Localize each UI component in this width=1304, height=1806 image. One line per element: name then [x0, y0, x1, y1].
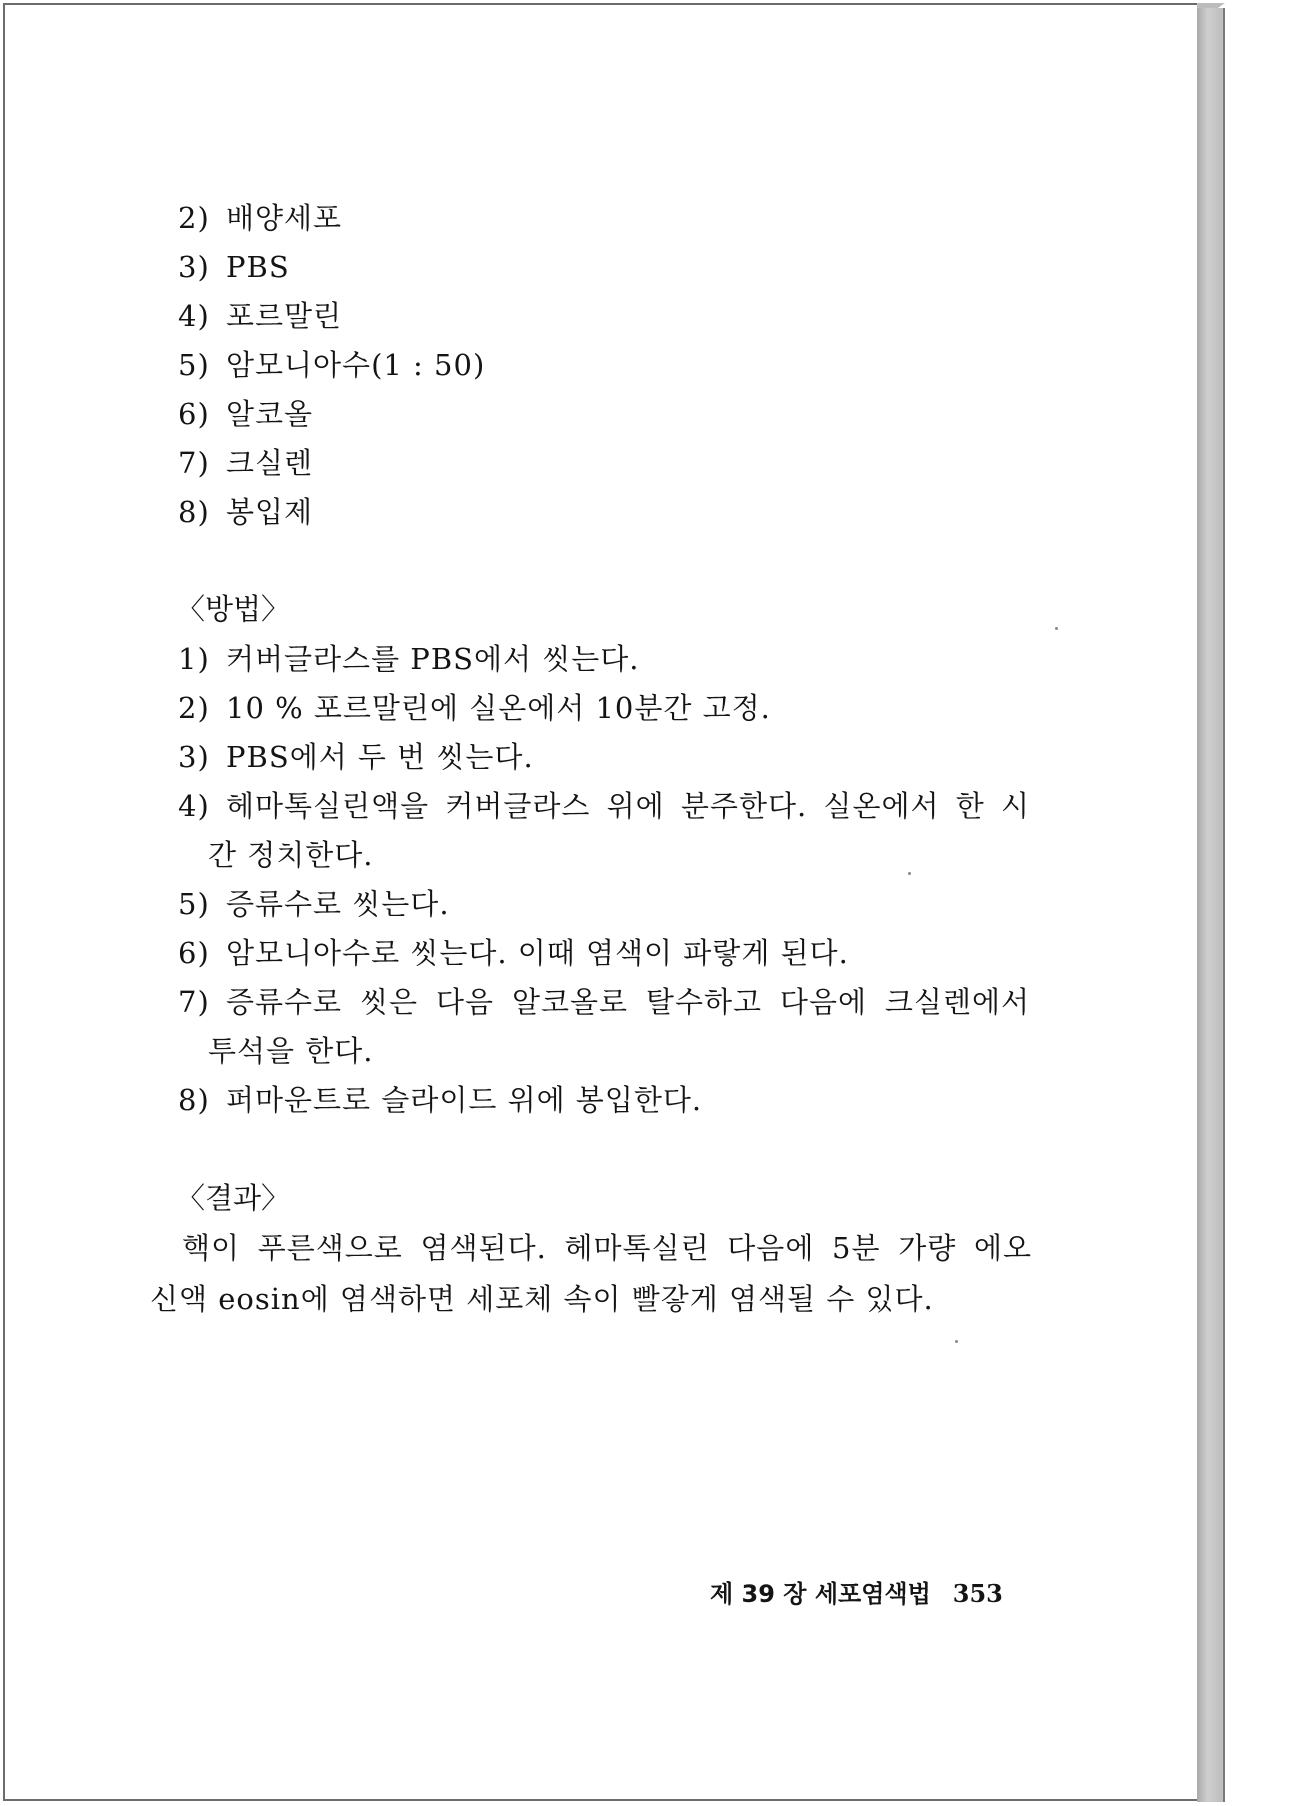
step-number: 1) — [178, 642, 210, 676]
item-text: 암모니아수(1 : 50) — [226, 348, 486, 382]
item-number: 7) — [178, 446, 210, 480]
step-text: PBS에서 두 번 씻는다. — [226, 740, 534, 774]
step-text: 헤마톡실린액을 커버글라스 위에 분주한다. 실온에서 한 시 — [226, 789, 1030, 823]
method-step — [178, 737, 534, 777]
result-heading: 〈결과〉 — [176, 1181, 291, 1215]
step-number: 6) — [178, 936, 210, 970]
item-number: 5) — [178, 348, 210, 382]
step-text: 퍼마운트로 슬라이드 위에 봉입한다. — [226, 1083, 703, 1117]
method-heading: 〈방법〉 — [176, 592, 291, 626]
method-step — [178, 688, 771, 728]
step-number: 8) — [178, 1083, 210, 1117]
item-text: 알코올 — [226, 397, 314, 431]
method-step — [178, 1080, 702, 1120]
page-edge — [1197, 8, 1225, 1802]
step-text: 증류수로 씻은 다음 알코올로 탈수하고 다음에 크실렌에서 — [226, 985, 1030, 1019]
material-item — [178, 394, 313, 434]
step-text: 10 % 포르말린에 실온에서 10분간 고정. — [226, 691, 771, 725]
method-step — [178, 639, 640, 679]
method-step — [178, 884, 450, 924]
step-number: 5) — [178, 887, 210, 921]
item-number: 8) — [178, 495, 210, 529]
step-continuation: 간 정치한다. — [208, 838, 374, 872]
scan-speck — [955, 1340, 958, 1343]
result-line-2: 신액 eosin에 염색하면 세포체 속이 빨갛게 염색될 수 있다. — [150, 1282, 934, 1316]
chapter-title: 제 39 장 세포염색법 — [710, 1580, 931, 1608]
material-item — [178, 492, 313, 532]
item-text: 크실렌 — [226, 446, 314, 480]
step-number: 7) — [178, 985, 210, 1019]
running-footer — [710, 1576, 1003, 1612]
step-text: 암모니아수로 씻는다. 이때 염색이 파랗게 된다. — [226, 936, 849, 970]
step-continuation: 투석을 한다. — [208, 1034, 374, 1068]
result-line-1: 핵이 푸른색으로 염색된다. 헤마톡실린 다음에 5분 가량 에오 — [182, 1231, 1032, 1265]
scan-speck — [908, 872, 911, 875]
material-item — [178, 296, 342, 336]
item-number: 4) — [178, 299, 210, 333]
item-text: PBS — [226, 250, 290, 284]
item-number: 6) — [178, 397, 210, 431]
step-text: 증류수로 씻는다. — [226, 887, 450, 921]
material-item — [178, 345, 485, 385]
item-text: 배양세포 — [226, 201, 343, 235]
method-step — [178, 933, 849, 973]
scan-speck — [1055, 627, 1058, 630]
material-item — [178, 247, 290, 287]
method-step — [178, 982, 1030, 1022]
material-item — [178, 443, 313, 483]
step-number: 3) — [178, 740, 210, 774]
item-text: 포르말린 — [226, 299, 343, 333]
item-text: 봉입제 — [226, 495, 314, 529]
step-number: 4) — [178, 789, 210, 823]
step-text: 커버글라스를 PBS에서 씻는다. — [226, 642, 640, 676]
page-number: 353 — [952, 1579, 1003, 1608]
item-number: 3) — [178, 250, 210, 284]
material-item — [178, 198, 342, 238]
method-step — [178, 786, 1030, 826]
step-number: 2) — [178, 691, 210, 725]
item-number: 2) — [178, 201, 210, 235]
